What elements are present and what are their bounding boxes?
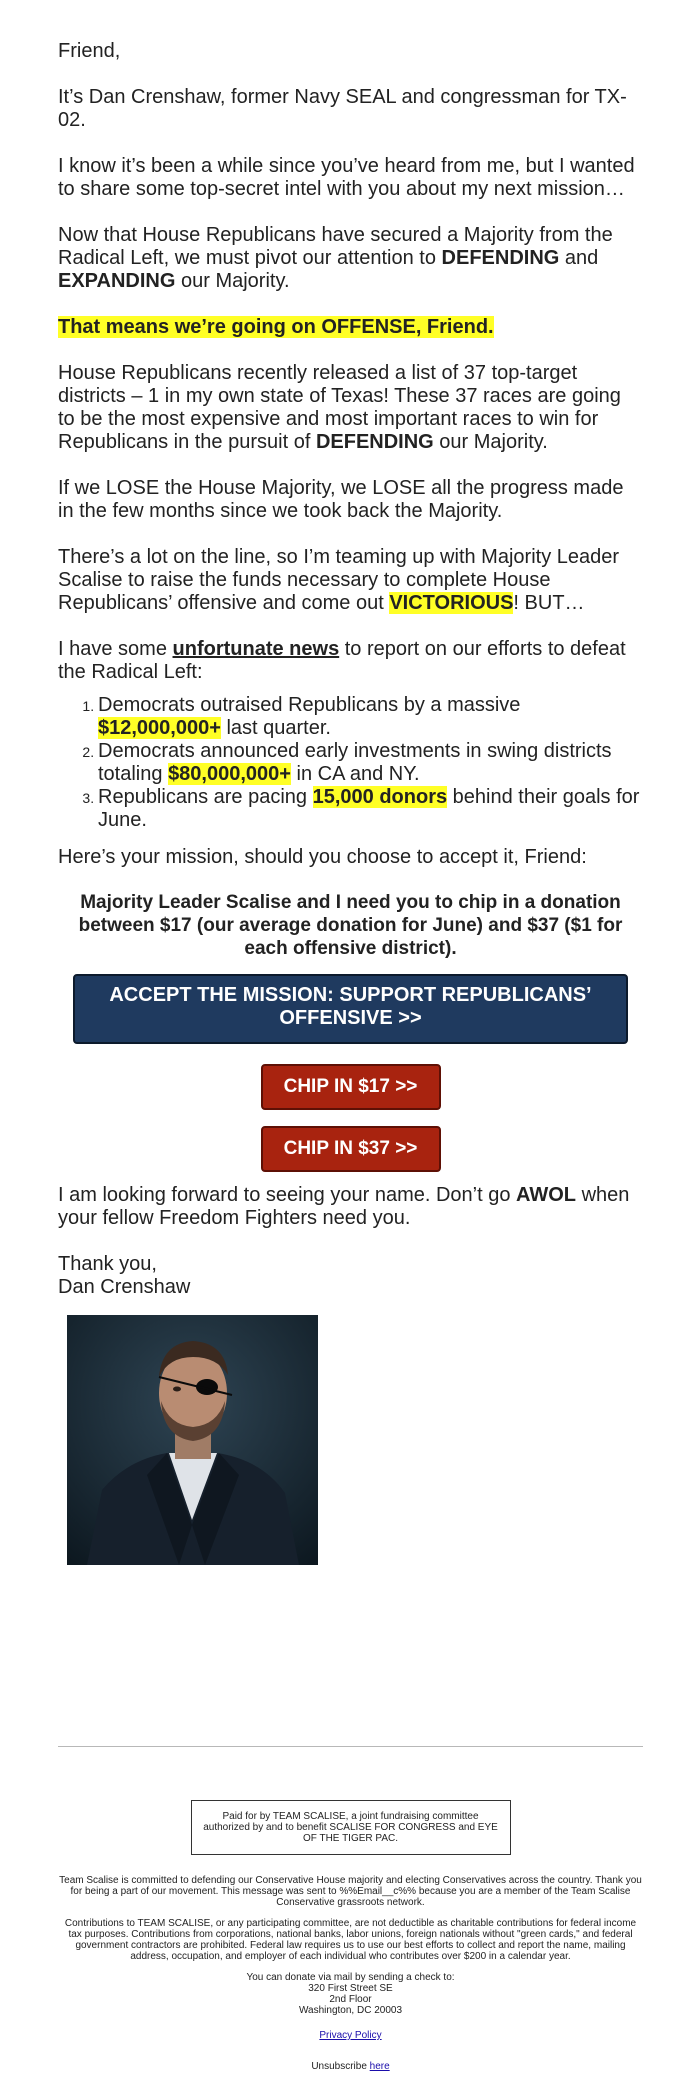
contributions-disclaimer: Contributions to TEAM SCALISE, or any participating committee, are not deductible as charitable contributions for federal income tax purposes. Contributions from corporations, national banks, labor unions, foreign nationals without "green cards," and federal government contractors are prohibited. Federal law requires us to use our best efforts to collect and report the name, mailing address, occupation, and employer of each individual who contributes over $200 in a calendar year. [64, 1918, 637, 1962]
expanding-bold: EXPANDING [58, 270, 176, 292]
victorious-highlight: VICTORIOUS [389, 592, 514, 614]
portrait-photo [67, 1315, 318, 1565]
majority-paragraph: Now that House Republicans have secured a Majority from the Radical Left, we must pivot our attention to DEFENDING and EXPANDING our Majority. [58, 224, 613, 292]
donation-ask: Majority Leader Scalise and I need you to chip in a donation between $17 (our average donation for June) and $37 ($1 for each offensive district). [78, 892, 623, 959]
accept-mission-button[interactable]: ACCEPT THE MISSION: SUPPORT REPUBLICANS’ OFFENSIVE >> [73, 974, 628, 1044]
footer-divider [58, 1746, 643, 1747]
mailing-address: You can donate via mail by sending a check to: 320 First Street SE 2nd Floor Washington, DC 20003 [246, 1972, 455, 2016]
intel-paragraph: I know it’s been a while since you’ve heard from me, but I wanted to share some top-secret intel with you about my next mission… [58, 155, 635, 200]
commitment-text: Team Scalise is committed to defending our Conservative House majority and electing Conservatives across the country. Thank you for being a part of our movement. This message was sent to %%Email__c%% because you are a member of the Team Scalise Conservative grassroots network. [59, 1875, 642, 1908]
mission-intro: Here’s your mission, should you choose to accept it, Friend: [58, 846, 587, 868]
lose-majority-paragraph: If we LOSE the House Majority, we LOSE all the progress made in the few months since we took back the Majority. [58, 477, 624, 522]
chip-in-37-button[interactable]: CHIP IN $37 >> [261, 1126, 441, 1172]
bad-news-paragraph: I have some unfortunate news to report on our efforts to defeat the Radical Left: [58, 638, 626, 683]
signoff: Thank you, [58, 1253, 157, 1275]
paid-for-box: Paid for by TEAM SCALISE, a joint fundraising committee authorized by and to benefit SCALISE FOR CONGRESS and EYE OF THE TIGER PAC. [191, 1800, 511, 1855]
target-districts-paragraph: House Republicans recently released a list of 37 top-target districts – 1 in my own state of Texas! These 37 races are going to be the most expensive and most important races to win for Republicans in the pursuit of DEFENDING our Majority. [58, 362, 621, 453]
chip-in-17-button[interactable]: CHIP IN $17 >> [261, 1064, 441, 1110]
unsubscribe-link[interactable]: here [369, 2061, 390, 2072]
intro-paragraph: It’s Dan Crenshaw, former Navy SEAL and congressman for TX-02. [58, 86, 627, 131]
awol-paragraph: I am looking forward to seeing your name. Don’t go AWOL when your fellow Freedom Fighters need you. [58, 1184, 630, 1229]
offense-line: That means we’re going on OFFENSE, Friend. [58, 316, 494, 338]
teaming-up-paragraph: There’s a lot on the line, so I’m teaming up with Majority Leader Scalise to raise the funds necessary to complete House Republicans’ offensive and come out VICTORIOUS! BUT… [58, 546, 620, 614]
footer [58, 1800, 643, 2082]
defending-bold: DEFENDING [441, 247, 560, 269]
bad-news-list [58, 694, 643, 832]
list-item: 3. Republicans are pacing 15,000 donors behind their goals for June. [98, 786, 643, 832]
unsubscribe-line: Unsubscribe here [311, 2061, 390, 2072]
list-item: 2. Democrats announced early investments in swing districts totaling $80,000,000+ in CA and NY. [98, 740, 643, 786]
privacy-policy-link[interactable]: Privacy Policy [319, 2030, 382, 2041]
signature: Dan Crenshaw [58, 1276, 191, 1298]
list-item: 1. Democrats outraised Republicans by a massive $12,000,000+ last quarter. [98, 694, 643, 740]
unfortunate-news-link[interactable]: unfortunate news [172, 638, 340, 660]
email-body [58, 40, 643, 1299]
greeting: Friend, [58, 40, 121, 62]
